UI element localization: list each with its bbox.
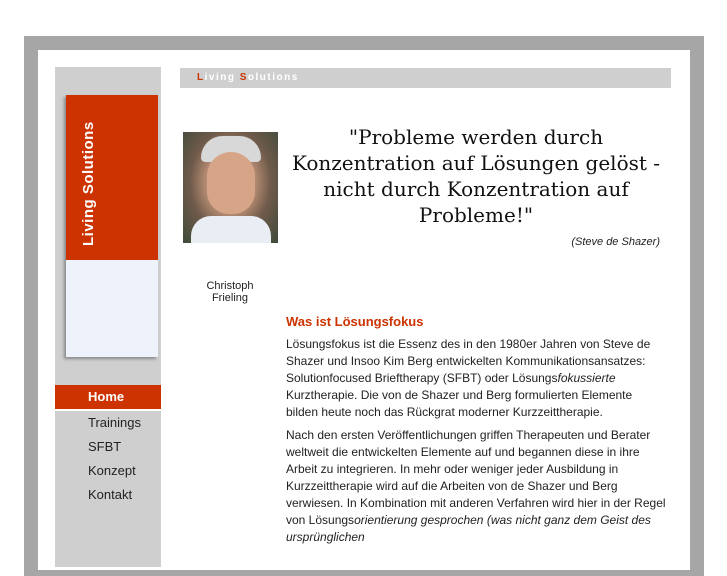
nav-item-kontakt[interactable]: Kontakt — [88, 487, 133, 502]
nav-item-sfbt[interactable]: SFBT — [88, 439, 122, 454]
topbar-letter-l: L — [197, 72, 205, 83]
topbar-letter-s: S — [239, 72, 248, 83]
paragraph-2-emphasis: orientierung — [354, 513, 418, 527]
brand-box-pale — [66, 260, 158, 357]
paragraph-2-part-a: Nach den ersten Veröffentlichungen griffen Therapeuten und Berater weltweit die entwickelten Elemente auf und begannen diese in ihre Arbeit zu integrieren. In mehr oder weniger jeder Ausbildung in Kurzzeittherapie wird auf die Arbeiten von de Shazer und Berg verwiesen. In Kombination mit anderen Verfahren wird hier in der Regel von Lösungs — [286, 428, 666, 527]
paragraph-2-part-b: gesprochen (was nicht ganz dem Geist des ursprünglichen — [286, 513, 651, 544]
nav-item-konzept[interactable]: Konzept — [88, 463, 136, 478]
paragraph-1-part-b: Kurztherapie. Die von de Shazer und Berg formulierten Elemente bilden heute noch das Rückgrat moderner Kurzzeittherapie. — [286, 388, 633, 419]
caption-first-name: Christoph — [206, 280, 254, 292]
vertical-site-title: Living Solutions — [80, 121, 97, 246]
portrait-shirt — [191, 216, 271, 243]
nav-item-home[interactable]: Home — [55, 385, 161, 411]
paragraph-2 — [286, 427, 666, 546]
portrait-face — [207, 152, 255, 214]
quote-author: (Steve de Shazer) — [571, 236, 660, 248]
nav-item-trainings[interactable]: Trainings — [88, 415, 141, 430]
caption-last-name: Frieling — [211, 292, 249, 304]
paragraph-1 — [286, 336, 666, 421]
top-bar — [180, 68, 671, 88]
topbar-word-iving: iving — [204, 72, 240, 83]
paragraph-1-emphasis: fokussierte — [557, 371, 616, 385]
topbar-word-olutions: olutions — [247, 72, 299, 83]
main-navigation — [55, 385, 161, 507]
portrait-caption — [190, 280, 270, 304]
paragraph-1-part-a: Lösungsfokus ist die Essenz des in den 1980er Jahren von Steve de Shazer und Insoo Kim Berg entwickelten Kommunikationsansatzes: Solutionfocused Brieftherapy (SFBT) oder Lösungs — [286, 337, 651, 385]
body-text — [286, 336, 666, 552]
quote-text: "Probleme werden durch Konzentration auf Lösungen gelöst - nicht durch Konzentration auf Probleme!" — [291, 125, 661, 227]
portrait-photo — [183, 132, 278, 243]
section-heading: Was ist Lösungsfokus — [286, 314, 424, 329]
topbar-site-name — [197, 72, 299, 83]
